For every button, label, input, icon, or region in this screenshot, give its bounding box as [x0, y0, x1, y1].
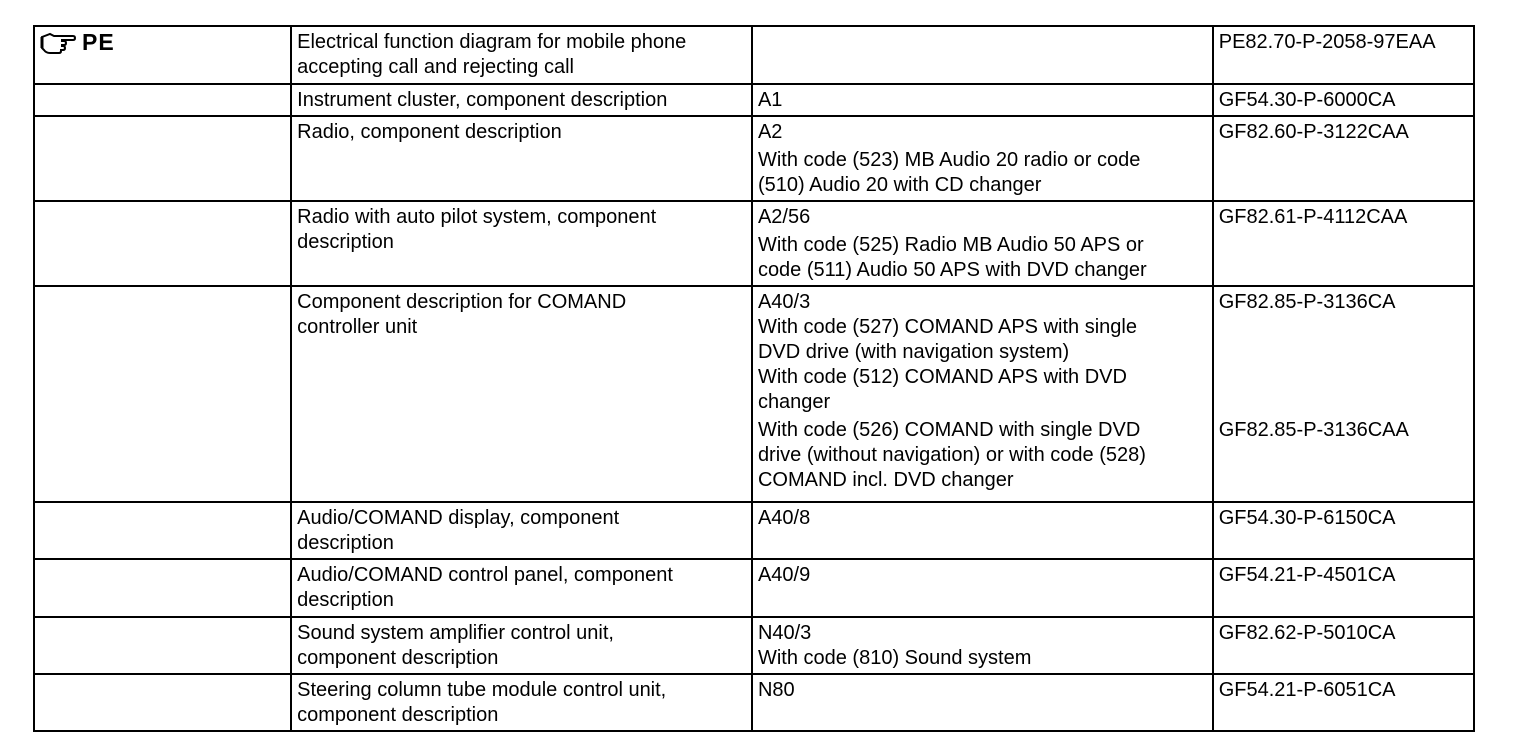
table-row [34, 116, 1474, 201]
table-row [34, 559, 1474, 617]
code-cell [752, 26, 1213, 84]
document-cell [1213, 559, 1474, 617]
code-line: With code (512) COMAND APS with DVD [757, 366, 1127, 388]
document-cell [1213, 116, 1474, 201]
description-cell [291, 617, 752, 674]
document-number[interactable]: GF54.21-P-4501CA [1218, 564, 1396, 586]
description-cell [291, 559, 752, 617]
document-cell [1213, 201, 1474, 286]
code-line: A2/56 [757, 206, 811, 228]
code-line: A2 [757, 121, 783, 143]
document-number[interactable]: GF82.61-P-4112CAA [1218, 206, 1408, 228]
description-line: Audio/COMAND display, component [297, 507, 620, 529]
marker-cell [34, 559, 291, 617]
code-line: A40/3 [757, 291, 811, 313]
description-line: Component description for COMAND [297, 291, 627, 313]
marker-cell [34, 116, 291, 201]
table-row [34, 617, 1474, 674]
code-cell [752, 559, 1213, 617]
code-line: DVD drive (with navigation system) [757, 341, 1070, 363]
code-cell [752, 286, 1213, 502]
code-line: N80 [757, 679, 795, 701]
marker-cell [34, 502, 291, 559]
description-cell [291, 116, 752, 201]
table-row [34, 674, 1474, 731]
marker-cell [34, 26, 291, 84]
code-line: (510) Audio 20 with CD changer [757, 174, 1042, 196]
description-cell [291, 84, 752, 116]
table-row [34, 502, 1474, 559]
document-spacer [1219, 315, 1468, 415]
marker-cell [34, 201, 291, 286]
document-cell [1213, 502, 1474, 559]
code-line: drive (without navigation) or with code (528) [757, 444, 1146, 466]
marker-cell [34, 286, 291, 502]
table-row [34, 84, 1474, 116]
description-line: Steering column tube module control unit, [297, 679, 667, 701]
code-line: changer [757, 391, 831, 413]
code-cell [752, 84, 1213, 116]
description-line: accepting call and rejecting call [297, 56, 574, 78]
pe-label: PE [82, 29, 115, 55]
description-line: component description [297, 647, 499, 669]
document-number[interactable]: GF82.85-P-3136CAA [1218, 419, 1409, 441]
document-number[interactable]: GF54.30-P-6000CA [1218, 89, 1396, 111]
pointing-hand-icon [40, 31, 76, 55]
table-row [34, 201, 1474, 286]
document-number[interactable]: GF82.62-P-5010CA [1218, 622, 1396, 644]
description-cell [291, 286, 752, 502]
code-line: COMAND incl. DVD changer [757, 469, 1014, 491]
document-cell [1213, 26, 1474, 84]
description-cell [291, 502, 752, 559]
marker-cell [34, 617, 291, 674]
code-line: With code (810) Sound system [757, 647, 1032, 669]
document-cell [1213, 286, 1474, 502]
code-line: With code (523) MB Audio 20 radio or code [757, 149, 1141, 171]
description-line: description [297, 532, 394, 554]
document-cell [1213, 617, 1474, 674]
pe-marker[interactable] [40, 30, 285, 55]
code-line: A40/9 [757, 564, 811, 586]
description-line: Audio/COMAND control panel, component [297, 564, 673, 586]
description-cell [291, 674, 752, 731]
code-cell [752, 502, 1213, 559]
description-line: Radio, component description [297, 121, 562, 143]
document-number[interactable]: GF54.30-P-6150CA [1218, 507, 1396, 529]
code-line: A40/8 [757, 507, 811, 529]
code-line: With code (525) Radio MB Audio 50 APS or [757, 234, 1144, 256]
code-cell [752, 674, 1213, 731]
document-number[interactable]: PE82.70-P-2058-97EAA [1218, 31, 1436, 53]
code-cell [752, 201, 1213, 286]
document-cell [1213, 84, 1474, 116]
description-line: Electrical function diagram for mobile phone [297, 31, 687, 53]
table-row [34, 286, 1474, 502]
code-cell [752, 116, 1213, 201]
document-number[interactable]: GF54.21-P-6051CA [1218, 679, 1396, 701]
code-line: N40/3 [757, 622, 812, 644]
marker-cell [34, 674, 291, 731]
table-row-header [34, 26, 1474, 84]
description-line: controller unit [297, 316, 418, 338]
document-number[interactable]: GF82.60-P-3122CAA [1218, 121, 1409, 143]
code-line: With code (527) COMAND APS with single [757, 316, 1137, 338]
description-line: Instrument cluster, component description [297, 89, 668, 111]
document-cell [1213, 674, 1474, 731]
description-line: description [297, 231, 394, 253]
description-cell [291, 201, 752, 286]
description-line: description [297, 589, 394, 611]
code-line: A1 [757, 89, 783, 111]
document-number[interactable]: GF82.85-P-3136CA [1218, 291, 1396, 313]
description-line: component description [297, 704, 499, 726]
code-cell [752, 617, 1213, 674]
code-line: With code (526) COMAND with single DVD [757, 419, 1141, 441]
marker-cell [34, 84, 291, 116]
description-line: Radio with auto pilot system, component [297, 206, 657, 228]
description-line: Sound system amplifier control unit, [297, 622, 614, 644]
code-line: code (511) Audio 50 APS with DVD changer [757, 259, 1147, 281]
reference-table [33, 25, 1475, 732]
description-cell [291, 26, 752, 84]
